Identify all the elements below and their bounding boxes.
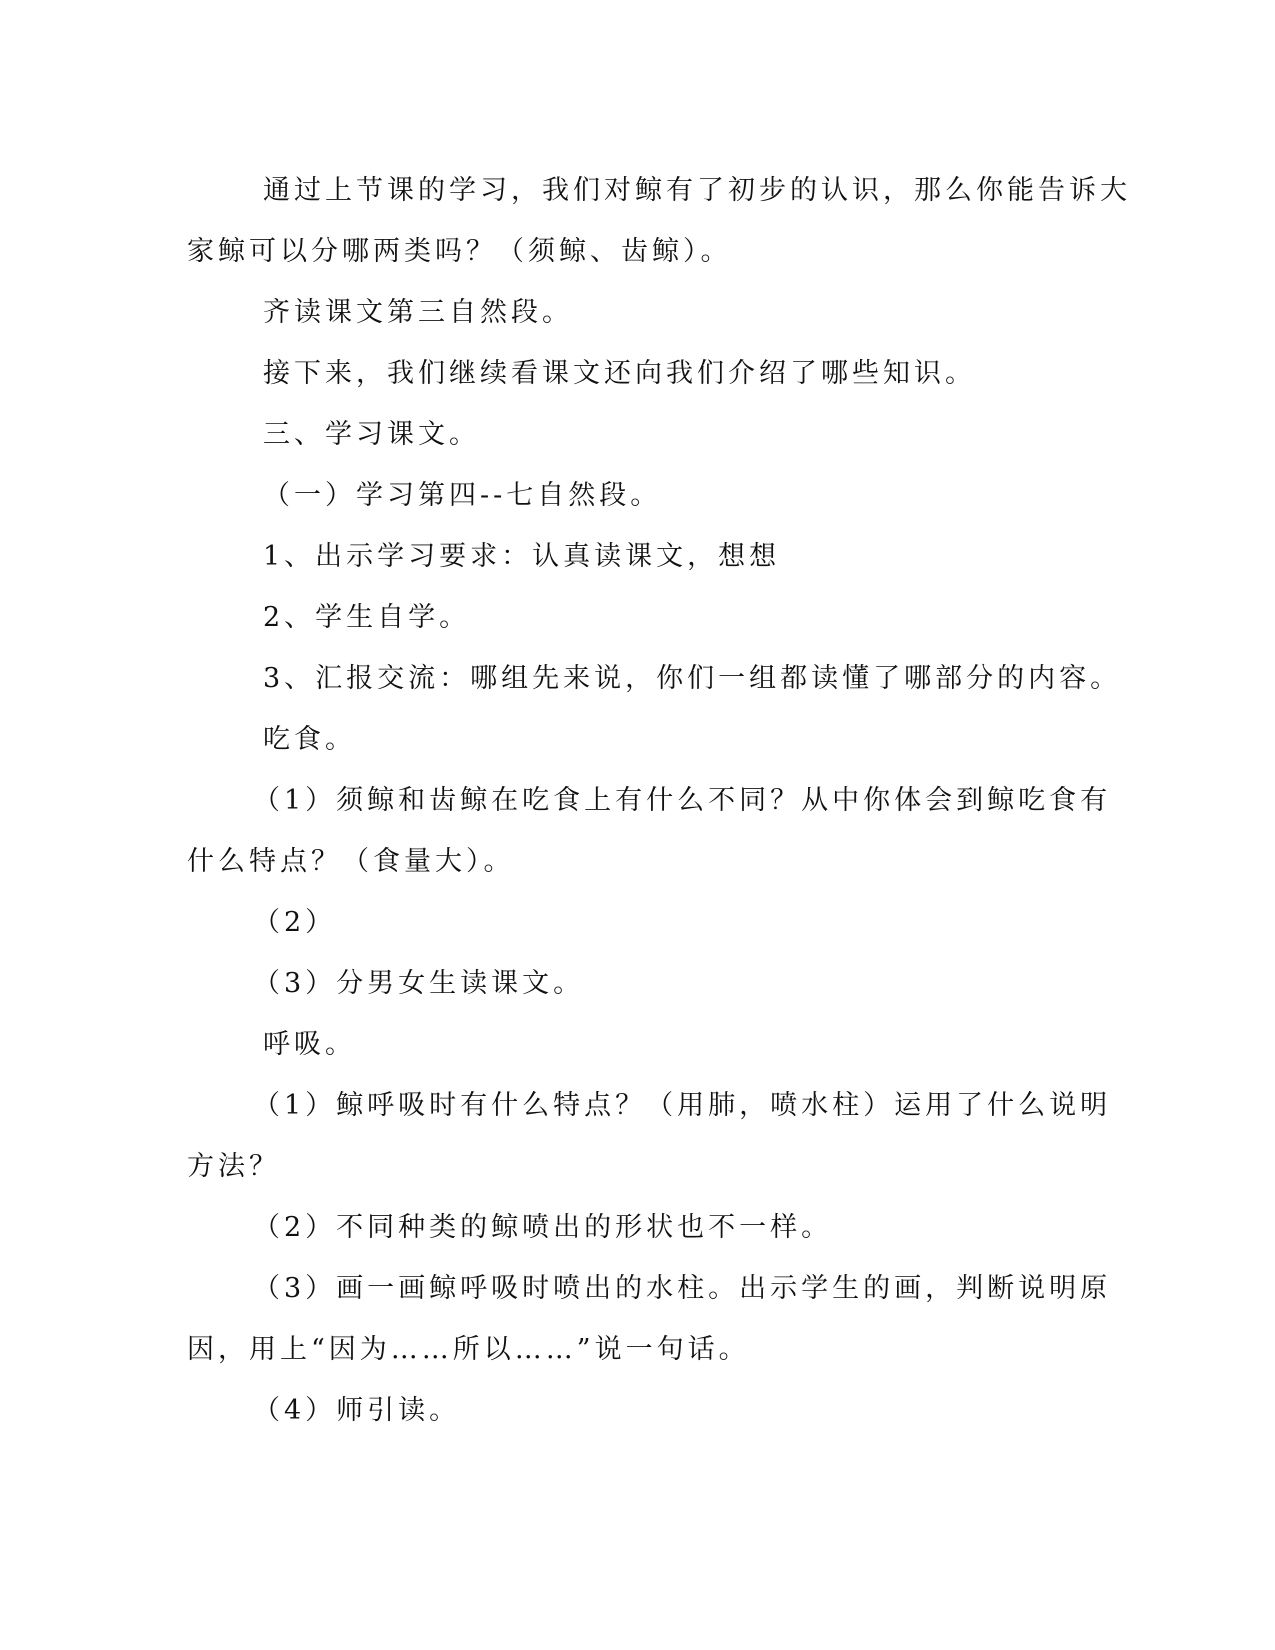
list-item: （1）须鲸和齿鲸在吃食上有什么不同？从中你体会到鲸吃食有 [253,785,1112,816]
paragraph-line: 家鲸可以分哪两类吗？（须鲸、齿鲸）。 [187,236,732,267]
list-item: （3）分男女生读课文。 [253,968,585,999]
paragraph-line: 什么特点？（食量大）。 [187,846,515,877]
paragraph-line: 通过上节课的学习，我们对鲸有了初步的认识，那么你能告诉大 [263,175,1131,206]
list-item: （2） [253,907,337,938]
list-item: 1、出示学习要求：认真读课文，想想 [263,541,781,572]
topic-heading: 呼吸。 [263,1029,356,1060]
list-item: 3、汇报交流：哪组先来说，你们一组都读懂了哪部分的内容。 [263,663,1122,694]
paragraph-line: 因，用上“因为……所以……”说一句话。 [187,1334,750,1365]
section-heading: 三、学习课文。 [263,419,480,450]
topic-heading: 吃食。 [263,724,356,755]
list-item: （3）画一画鲸呼吸时喷出的水柱。出示学生的画，判断说明原 [253,1273,1112,1304]
list-item: （2）不同种类的鲸喷出的形状也不一样。 [253,1212,833,1243]
list-item: （1）鲸呼吸时有什么特点？（用肺，喷水柱）运用了什么说明 [253,1090,1112,1121]
list-item: 2、学生自学。 [263,602,471,633]
paragraph-line: 接下来，我们继续看课文还向我们介绍了哪些知识。 [263,358,976,389]
list-item: （4）师引读。 [253,1395,461,1426]
paragraph-line: 方法？ [187,1151,280,1182]
subsection-heading: （一）学习第四--七自然段。 [263,480,662,511]
paragraph-line: 齐读课文第三自然段。 [263,297,573,328]
document-body [187,160,1131,1441]
